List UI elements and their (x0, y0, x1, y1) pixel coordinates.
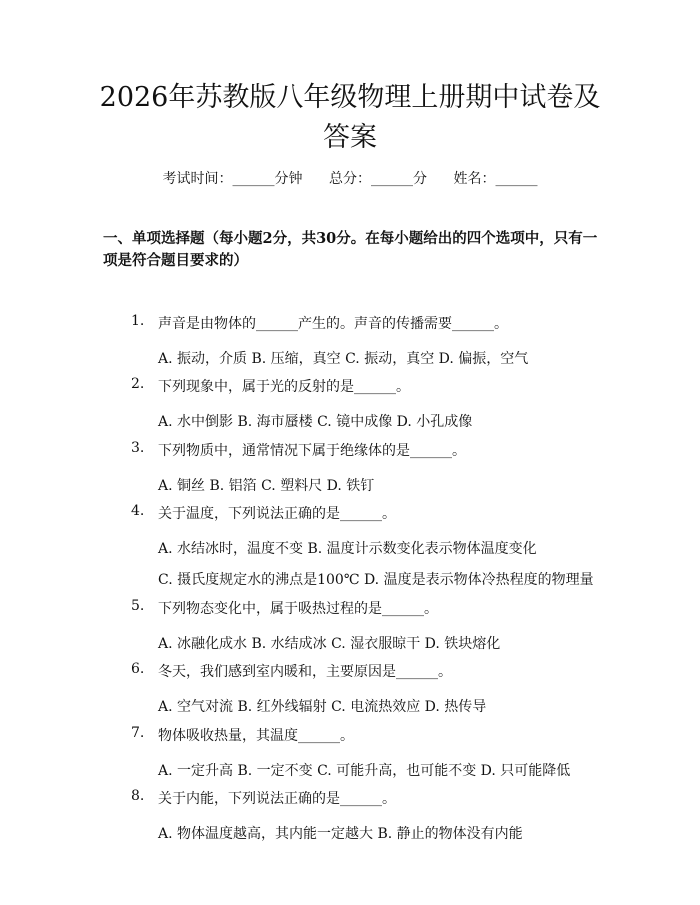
question-options: A. 物体温度越高，其内能一定越大 B. 静止的物体没有内能 (158, 826, 523, 842)
document-title: 2026年苏教版八年级物理上册期中试卷及答案 (99, 82, 601, 153)
total-score-field: 总分：______分 (329, 171, 427, 187)
question-number: 5. (131, 598, 145, 614)
question-options: A. 冰融化成水 B. 水结成冰 C. 湿衣服晾干 D. 铁块熔化 (158, 636, 501, 652)
student-name-field: 姓名：______ (453, 171, 538, 187)
question-text: 冬天，我们感到室内暖和，主要原因是______。 (158, 664, 452, 680)
question-options: A. 铜丝 B. 铝箔 C. 塑料尺 D. 铁钉 (158, 478, 375, 494)
question-text: 关于内能，下列说法正确的是______。 (158, 791, 396, 807)
question-number: 1. (131, 313, 145, 329)
question-text: 声音是由物体的______产生的。声音的传播需要______。 (158, 316, 508, 332)
question-options: A. 水中倒影 B. 海市蜃楼 C. 镜中成像 D. 小孔成像 (158, 414, 473, 430)
question-number: 6. (131, 661, 145, 677)
section-heading: 一、单项选择题（每小题2分，共30分。在每小题给出的四个选项中，只有一项是符合题目要求的） (103, 230, 598, 269)
question-options: C. 摄氏度规定水的沸点是100℃ D. 温度是表示物体冷热程度的物理量 (158, 572, 594, 588)
question-options: A. 水结冰时，温度不变 B. 温度计示数变化表示物体温度变化 (158, 541, 537, 557)
question-number: 8. (131, 788, 145, 804)
question-text: 下列物态变化中，属于吸热过程的是______。 (158, 601, 438, 617)
question-text: 物体吸收热量，其温度______。 (158, 728, 354, 744)
exam-info-line (0, 168, 700, 188)
question-options: A. 空气对流 B. 红外线辐射 C. 电流热效应 D. 热传导 (158, 699, 487, 715)
question-options: A. 振动，介质 B. 压缩，真空 C. 振动，真空 D. 偏振，空气 (158, 351, 529, 367)
question-text: 下列物质中，通常情况下属于绝缘体的是______。 (158, 443, 466, 459)
question-options: A. 一定升高 B. 一定不变 C. 可能升高，也可能不变 D. 只可能降低 (158, 763, 571, 779)
question-number: 7. (131, 725, 145, 741)
exam-time-field: 考试时间：______分钟 (162, 171, 303, 187)
question-number: 2. (131, 376, 145, 392)
question-text: 关于温度，下列说法正确的是______。 (158, 506, 396, 522)
question-number: 3. (131, 440, 145, 456)
question-text: 下列现象中，属于光的反射的是______。 (158, 379, 410, 395)
question-number: 4. (131, 503, 145, 519)
